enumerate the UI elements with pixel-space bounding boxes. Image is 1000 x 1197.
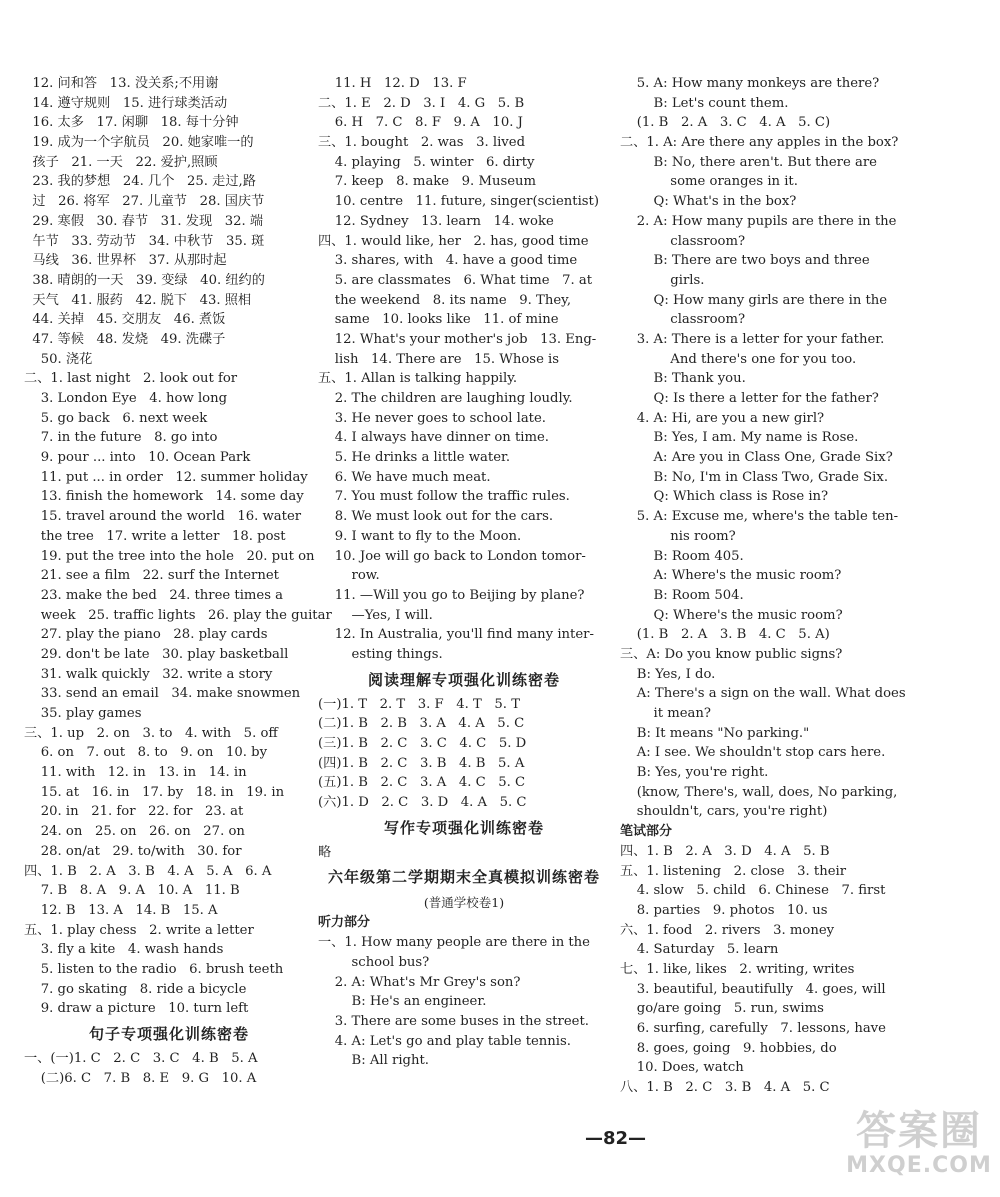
answer-line: (1. B 2. A 3. C 4. A 5. C) xyxy=(620,115,831,131)
answer-line: 5. A: How many monkeys are there? xyxy=(620,76,880,91)
answer-column-3 xyxy=(620,74,920,1098)
answer-line: 五、1. listening 2. close 3. their xyxy=(620,863,847,879)
answer-line: 9. pour ... into 10. Ocean Park xyxy=(24,450,251,466)
answer-line: 5. He drinks a little water. xyxy=(318,450,511,466)
answer-line: 10. Joe will go back to London tomor- xyxy=(318,548,586,564)
answer-line: 12. B 13. A 14. B 15. A xyxy=(24,902,218,918)
answer-line: 3. fly a kite 4. wash hands xyxy=(24,942,224,958)
watermark-text-top: 答案圈 xyxy=(856,1108,982,1154)
answer-line: 11. H 12. D 13. F xyxy=(318,76,467,91)
answer-line: B: Room 504. xyxy=(620,587,744,603)
answer-line: 7. You must follow the traffic rules. xyxy=(318,489,570,505)
answer-line: (六)1. D 2. C 3. D 4. A 5. C xyxy=(318,795,527,811)
answer-line: classroom? xyxy=(620,233,746,249)
answer-line: 16. 太多 17. 闲聊 18. 每十分钟 xyxy=(24,115,239,131)
answer-line: 12. Sydney 13. learn 14. woke xyxy=(318,213,554,229)
answer-line: classroom? xyxy=(620,312,746,328)
answer-line: same 10. looks like 11. of mine xyxy=(318,312,559,328)
answer-line: A: There's a sign on the wall. What does xyxy=(620,686,906,702)
answer-line: 44. 关掉 45. 交朋友 46. 煮饭 xyxy=(24,312,226,328)
answer-line: 8. goes, going 9. hobbies, do xyxy=(620,1040,837,1056)
answer-line: 33. send an email 34. make snowmen xyxy=(24,686,301,702)
answer-line: 38. 晴朗的一天 39. 变绿 40. 纽约的 xyxy=(24,272,265,288)
answer-line: 29. don't be late 30. play basketball xyxy=(24,646,289,662)
answer-line: Q: Which class is Rose in? xyxy=(620,489,829,505)
answer-line: (一)1. T 2. T 3. F 4. T 5. T xyxy=(318,696,520,712)
answer-line: 三、A: Do you know public signs? xyxy=(620,646,843,662)
answer-line: (四)1. B 2. C 3. B 4. B 5. A xyxy=(318,755,525,771)
answer-line: 14. 遵守规则 15. 进行球类活动 xyxy=(24,95,228,111)
answer-line: B: It means "No parking." xyxy=(620,725,810,741)
exam-subtitle: (普通学校卷1) xyxy=(423,895,505,911)
answer-line: 12. What's your mother's job 13. Eng- xyxy=(318,331,597,347)
answer-line: And there's one for you too. xyxy=(620,351,857,367)
answer-column-1 xyxy=(24,74,332,1088)
answer-line: B: Yes, you're right. xyxy=(620,765,769,781)
answer-line: esting things. xyxy=(318,646,443,662)
answer-line: 4. Saturday 5. learn xyxy=(620,942,779,958)
answer-line: 50. 浇花 xyxy=(24,351,93,367)
answer-line: 6. We have much meat. xyxy=(318,469,491,485)
answer-line: 23. 我的梦想 24. 几个 25. 走过,路 xyxy=(24,174,256,190)
answer-line: 一、(一)1. C 2. C 3. C 4. B 5. A xyxy=(24,1051,258,1066)
answer-line: 5. A: Excuse me, where's the table ten- xyxy=(620,509,899,525)
answer-line: 二、1. last night 2. look out for xyxy=(24,371,238,387)
answer-line: 一、1. How many people are there in the xyxy=(318,935,590,951)
answer-line: 四、1. would like, her 2. has, good time xyxy=(318,233,589,249)
section-heading-sentence: 句子专项强化训练密卷 xyxy=(88,1025,249,1043)
watermark-text-bottom: MXQE.COM xyxy=(846,1153,992,1178)
answer-line: 31. walk quickly 32. write a story xyxy=(24,666,273,682)
answer-line: Q: How many girls are there in the xyxy=(620,292,888,308)
answer-line: 6. surfing, carefully 7. lessons, have xyxy=(620,1021,886,1036)
answer-line: it mean? xyxy=(620,706,711,721)
answer-line: B: No, I'm in Class Two, Grade Six. xyxy=(620,469,889,485)
answer-line: 4. I always have dinner on time. xyxy=(318,430,549,446)
watermark-logo xyxy=(844,1109,994,1189)
answer-line: B: All right. xyxy=(318,1053,429,1069)
answer-line: 3. London Eye 4. how long xyxy=(24,391,228,406)
answer-line: 13. finish the homework 14. some day xyxy=(24,489,304,505)
answer-line: (三)1. B 2. C 3. C 4. C 5. D xyxy=(318,736,527,751)
answer-line: 5. listen to the radio 6. brush teeth xyxy=(24,961,284,977)
answer-line: 35. play games xyxy=(24,706,142,721)
answer-line: 29. 寒假 30. 春节 31. 发现 32. 端 xyxy=(24,213,264,229)
answer-line: some oranges in it. xyxy=(620,174,798,190)
answer-line: 二、1. A: Are there any apples in the box? xyxy=(620,135,899,151)
answer-line: 27. play the piano 28. play cards xyxy=(24,627,268,643)
answer-line: (五)1. B 2. C 3. A 4. C 5. C xyxy=(318,775,526,791)
answer-line: 2. A: What's Mr Grey's son? xyxy=(318,974,521,990)
answer-line: (二)1. B 2. B 3. A 4. A 5. C xyxy=(318,716,525,732)
section-heading-reading: 阅读理解专项强化训练密卷 xyxy=(367,670,560,689)
answer-line: 20. in 21. for 22. for 23. at xyxy=(24,804,244,820)
answer-line: the tree 17. write a letter 18. post xyxy=(24,528,286,544)
answer-column-2 xyxy=(318,74,610,1071)
answer-line: 8. We must look out for the cars. xyxy=(318,509,554,525)
answer-line: 3. He never goes to school late. xyxy=(318,410,546,426)
answer-line: 午节 33. 劳动节 34. 中秋节 35. 斑 xyxy=(24,233,265,249)
answer-line: B: Thank you. xyxy=(620,371,746,387)
answer-line: school bus? xyxy=(318,954,430,970)
answer-line: the weekend 8. its name 9. They, xyxy=(318,292,572,308)
answer-line: 3. beautiful, beautifully 4. goes, will xyxy=(620,981,886,997)
answer-line: A: Where's the music room? xyxy=(620,568,842,584)
answer-line: 23. make the bed 24. three times a xyxy=(24,587,284,603)
answer-line: 47. 等候 48. 发烧 49. 洗碟子 xyxy=(24,331,226,347)
answer-line: week 25. traffic lights 26. play the guitar xyxy=(24,607,332,623)
answer-line: girls. xyxy=(620,272,705,288)
answer-line: 9. draw a picture 10. turn left xyxy=(24,1001,249,1017)
answer-line: 10. centre 11. future, singer(scientist) xyxy=(318,194,599,210)
answer-line: 5. go back 6. next week xyxy=(24,410,208,426)
answer-line: 19. 成为一个字航员 20. 她家唯一的 xyxy=(24,135,254,151)
answer-line: 10. Does, watch xyxy=(620,1060,744,1076)
answer-line: Q: Is there a letter for the father? xyxy=(620,391,879,406)
answer-line: (1. B 2. A 3. B 4. C 5. A) xyxy=(620,627,830,643)
answer-line: 五、1. Allan is talking happily. xyxy=(318,371,518,387)
answer-line: 15. at 16. in 17. by 18. in 19. in xyxy=(24,784,285,800)
answer-line: B: He's an engineer. xyxy=(318,994,487,1010)
answer-line: 四、1. B 2. A 3. D 4. A 5. B xyxy=(620,843,830,859)
answer-line: 三、1. up 2. on 3. to 4. with 5. off xyxy=(24,725,278,741)
answer-line: 4. A: Hi, are you a new girl? xyxy=(620,410,825,426)
answer-line: 3. shares, with 4. have a good time xyxy=(318,253,578,269)
answer-line: 六、1. food 2. rivers 3. money xyxy=(620,922,835,938)
writing-note: 略 xyxy=(318,844,332,860)
answer-line: B: Room 405. xyxy=(620,548,744,564)
answer-line: 三、1. bought 2. was 3. lived xyxy=(318,135,526,151)
answer-line: 6. H 7. C 8. F 9. A 10. J xyxy=(318,115,523,131)
answer-line: 4. A: Let's go and play table tennis. xyxy=(318,1033,571,1049)
answer-line: 2. The children are laughing loudly. xyxy=(318,391,573,406)
page-number: —82— xyxy=(585,1128,647,1149)
answer-line: 二、1. E 2. D 3. I 4. G 5. B xyxy=(318,95,525,111)
answer-line: 4. playing 5. winter 6. dirty xyxy=(318,154,535,170)
answer-line: B: Let's count them. xyxy=(620,95,789,111)
answer-line: Q: What's in the box? xyxy=(620,194,797,210)
answer-line: row. xyxy=(318,568,380,584)
section-heading-exam: 六年级第二学期期末全真模拟训练密卷 xyxy=(327,868,600,887)
answer-line: 9. I want to fly to the Moon. xyxy=(318,528,522,544)
answer-line: 11. —Will you go to Beijing by plane? xyxy=(318,587,585,603)
section-heading-writing: 写作专项强化训练密卷 xyxy=(383,818,544,837)
answer-line: 11. put ... in order 12. summer holiday xyxy=(24,469,308,485)
answer-line: 8. parties 9. photos 10. us xyxy=(620,902,828,918)
answer-line: 5. are classmates 6. What time 7. at xyxy=(318,272,593,288)
answer-line: 四、1. B 2. A 3. B 4. A 5. A 6. A xyxy=(24,863,272,879)
answer-line: B: Yes, I am. My name is Rose. xyxy=(620,430,859,446)
answer-line: 6. on 7. out 8. to 9. on 10. by xyxy=(24,745,268,761)
answer-line: (二)6. C 7. B 8. E 9. G 10. A xyxy=(24,1070,257,1086)
answer-line: 12. In Australia, you'll find many inter- xyxy=(318,627,594,643)
answer-line: 28. on/at 29. to/with 30. for xyxy=(24,843,242,859)
answer-line: nis room? xyxy=(620,528,736,544)
answer-line: A: Are you in Class One, Grade Six? xyxy=(620,450,893,466)
answer-line: 7. go skating 8. ride a bicycle xyxy=(24,981,247,997)
answer-line: 11. with 12. in 13. in 14. in xyxy=(24,765,247,781)
answer-line: 孩子 21. 一天 22. 爱护,照顾 xyxy=(24,154,218,170)
answer-line: 3. There are some buses in the street. xyxy=(318,1013,589,1029)
answer-line: —Yes, I will. xyxy=(318,607,433,623)
answer-line: B: There are two boys and three xyxy=(620,253,870,269)
listening-label: 听力部分 xyxy=(318,915,371,931)
answer-line: 24. on 25. on 26. on 27. on xyxy=(24,824,245,840)
answer-line: 7. in the future 8. go into xyxy=(24,430,218,446)
answer-line: 过 26. 将军 27. 儿童节 28. 国庆节 xyxy=(24,194,265,210)
answer-line: B: No, there aren't. But there are xyxy=(620,154,877,170)
answer-line: 19. put the tree into the hole 20. put on xyxy=(24,548,315,564)
answer-line: 七、1. like, likes 2. writing, writes xyxy=(620,961,855,977)
written-label: 笔试部分 xyxy=(620,824,673,840)
answer-line: 12. 问和答 13. 没关系;不用谢 xyxy=(24,76,219,91)
answer-line: lish 14. There are 15. Whose is xyxy=(318,351,560,367)
answer-line: 21. see a film 22. surf the Internet xyxy=(24,568,279,584)
answer-line: 3. A: There is a letter for your father. xyxy=(620,331,885,347)
answer-line: 15. travel around the world 16. water xyxy=(24,509,302,525)
answer-line: shouldn't, cars, you're right) xyxy=(620,804,828,820)
answer-line: 4. slow 5. child 6. Chinese 7. first xyxy=(620,883,886,899)
answer-line: A: I see. We shouldn't stop cars here. xyxy=(620,745,886,761)
answer-line: go/are going 5. run, swims xyxy=(620,1001,824,1017)
answer-line: B: Yes, I do. xyxy=(620,666,716,682)
answer-line: 八、1. B 2. C 3. B 4. A 5. C xyxy=(620,1080,830,1096)
answer-line: (know, There's, wall, does, No parking, xyxy=(620,784,898,800)
answer-line: 7. B 8. A 9. A 10. A 11. B xyxy=(24,883,240,899)
answer-line: 天气 41. 服药 42. 脱下 43. 照相 xyxy=(24,292,252,308)
answer-line: Q: Where's the music room? xyxy=(620,607,843,623)
answer-line: 五、1. play chess 2. write a letter xyxy=(24,922,254,938)
answer-line: 2. A: How many pupils are there in the xyxy=(620,213,897,229)
answer-line: 马线 36. 世界杯 37. 从那时起 xyxy=(24,253,227,269)
answer-line: 7. keep 8. make 9. Museum xyxy=(318,174,537,190)
